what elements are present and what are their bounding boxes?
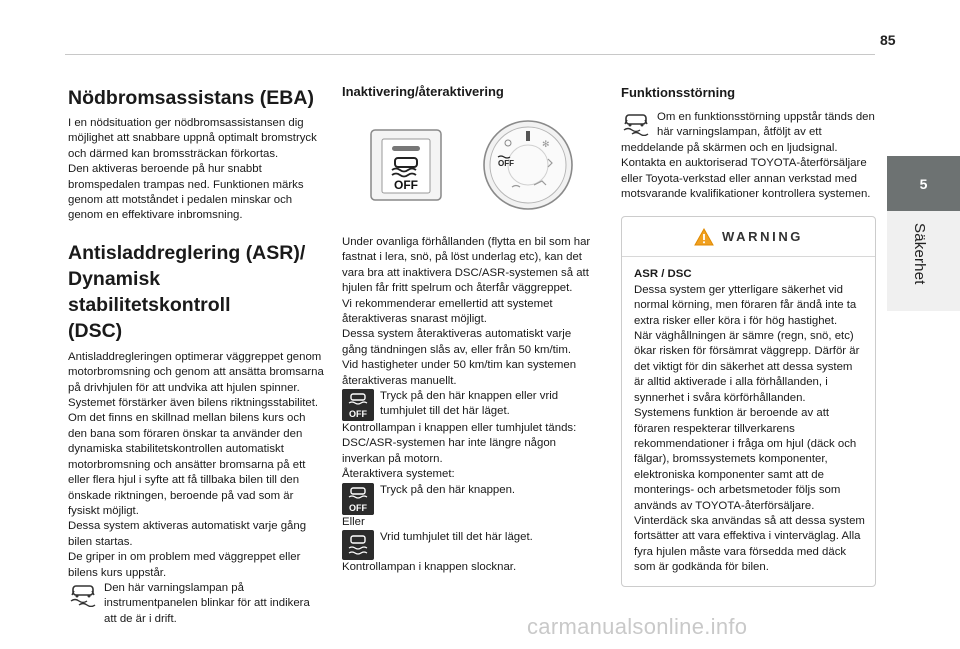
deactivation-heading: Inaktivering/återaktivering bbox=[342, 84, 504, 99]
skid-warning-lamp-icon bbox=[621, 112, 651, 136]
asr-heading bbox=[68, 240, 324, 344]
lamp-text: Den här varningslampan på instrumentpanelen blinkar för att indikera att de är i drift. bbox=[104, 581, 310, 625]
asr-heading-line-1: Antisladdreglering (ASR)/ bbox=[68, 241, 306, 264]
chapter-title: Säkerhet bbox=[911, 223, 928, 285]
thumbwheel-dial-icon[interactable] bbox=[482, 119, 574, 211]
press-paragraph bbox=[342, 483, 592, 515]
eba-heading: Nödbromsassistans (EBA) bbox=[68, 87, 314, 109]
svg-text:OFF: OFF bbox=[394, 178, 418, 192]
page-number: 85 bbox=[880, 32, 896, 48]
chapter-tab[interactable]: 5 bbox=[887, 156, 960, 211]
column-1 bbox=[68, 80, 324, 627]
asr-paragraph-1: Antisladdregleringen optimerar väggreppet genom motorbromsning och genom att ansätta bromsarna på drivhjulen för att undvika att hjulen spinner. Systemet förstärker även bilens riktningsstabilitet. bbox=[68, 350, 324, 410]
malfunction-heading: Funktionsstörning bbox=[621, 85, 736, 100]
eba-paragraph-2: Den aktiveras beroende på hur snabbt bromspedalen trampas ned. Funktionen märks genom att motståndet i pedalen minskar och genom en effektivare inbromsning. bbox=[68, 163, 304, 222]
warning-paragraph-2: När väghållningen är sämre (regn, snö, etc) ökar risken för försämrat väggrepp. Därför är det viktigt för din säkerhet att dessa system är alltid aktiverade i alla förhållanden, i synnerhet i svåra körförhållanden. bbox=[634, 330, 860, 404]
warning-paragraph-1: Dessa system ger ytterligare säkerhet vid normal körning, men föraren får ändå inte ta extra risker eller köra i för hög hastighet. bbox=[634, 283, 857, 327]
off-button-label: OFF bbox=[349, 502, 367, 513]
warning-box bbox=[621, 216, 876, 586]
warning-heading: WARNING bbox=[721, 229, 804, 245]
asr-paragraph-4: De griper in om problem med väggreppet eller bilens kurs uppstår. bbox=[68, 551, 301, 579]
press-text: Tryck på den här knappen. bbox=[380, 483, 516, 496]
asr-paragraph-2: Om det finns en skillnad mellan bilens kurs och den bana som föraren önskar ta använder den dynamiska stabilitetskontrollen automatiskt motorbromsning och ansätter bromsarna på ett eller flera hjul i syfte att få tillbaka bilen till den önskade riktningen, beroende på vad som är fysiskt möjligt. bbox=[68, 412, 306, 517]
skid-on-icon bbox=[342, 530, 374, 560]
skid-warning-lamp-icon bbox=[68, 583, 98, 607]
off-button-icon bbox=[342, 483, 374, 515]
warning-paragraph-4: Vinterdäck ska användas så att dessa system fortsätter att vara effektiva i vinterväglag. Alla fyra hjulen måste vara försedda med däck som är godkända för bilen. bbox=[634, 514, 865, 574]
deactivation-paragraph-1: Under ovanliga förhållanden (flytta en bil som har fastnat i lera, snö, på löst underlag etc), kan det vara bra att inaktivera DSC/ASR-systemen så att hjulen får fritt spelrum och återfår väggreppet. bbox=[342, 236, 591, 295]
warning-triangle-icon bbox=[694, 228, 714, 246]
eba-paragraph-1: I en nödsituation ger nödbromsassistansen dig möjlighet att snabbare uppnå optimalt bromstryck och därmed kan bromssträckan förkortas. bbox=[68, 117, 317, 160]
deactivation-paragraph-3: Dessa system återaktiveras automatiskt varje gång tändningen slås av, eller från 50 km/tim. bbox=[342, 328, 572, 356]
asr-paragraph-3: Dessa system aktiveras automatiskt varje gång bilen startas. bbox=[68, 520, 307, 548]
deactivation-paragraph-5: Kontrollampan i knappen eller tumhjulet tänds: DSC/ASR-systemen har inte längre någon inverkan på motorn. bbox=[342, 422, 577, 465]
malfunction-text: Om en funktionsstörning uppstår tänds den här varningslampan, åtföljt av ett meddelande på skärmen och en ljudsignal. Kontakta en auktoriserad TOYOTA-återförsäljare eller Toyota-verkstad eller annan verkstad med motsvarande kvalifikationer kontrollera systemen. bbox=[621, 111, 875, 201]
dsc-off-button-icon[interactable] bbox=[370, 129, 442, 201]
svg-text:✻: ✻ bbox=[542, 140, 550, 150]
svg-text:OFF: OFF bbox=[498, 159, 514, 168]
malfunction-paragraph bbox=[621, 110, 876, 202]
deactivation-paragraph-6: Kontrollampan i knappen slocknar. bbox=[342, 561, 517, 574]
turn-paragraph bbox=[342, 530, 592, 560]
press-or-turn-paragraph bbox=[342, 389, 592, 421]
top-rule bbox=[65, 54, 875, 55]
off-button-icon bbox=[342, 389, 374, 421]
lamp-paragraph bbox=[68, 581, 324, 627]
deactivation-paragraph-4: Vid hastigheter under 50 km/tim kan systemen återaktiveras manuellt. bbox=[342, 359, 577, 387]
reactivate-label: Återaktivera systemet: bbox=[342, 468, 455, 481]
deactivation-paragraph-2: Vi rekommenderar emellertid att systemet återaktiveras snarast möjligt. bbox=[342, 297, 553, 326]
press-or-turn-text: Tryck på den här knappen eller vrid tumhjulet till det här läget. bbox=[380, 390, 559, 418]
warning-header bbox=[622, 217, 875, 257]
controls-illustration bbox=[370, 119, 592, 211]
warning-subtitle: ASR / DSC bbox=[634, 268, 692, 281]
or-text: Eller bbox=[342, 515, 365, 528]
watermark: carmanualsonline.info bbox=[527, 614, 748, 639]
column-2 bbox=[342, 83, 592, 576]
turn-text: Vrid tumhjulet till det här läget. bbox=[380, 531, 533, 544]
off-button-label: OFF bbox=[349, 409, 367, 420]
column-3 bbox=[621, 84, 876, 587]
asr-heading-line-2: Dynamisk stabilitetskontroll bbox=[68, 267, 231, 316]
chapter-title-tab bbox=[887, 211, 960, 311]
asr-heading-line-3: (DSC) bbox=[68, 319, 123, 342]
warning-paragraph-3: Systemens funktion är beroende av att föraren respekterar tillverkarens rekommendationer i fråga om hjul (däck och fälgar), bromssystemets komponenter, elektroniska komponenter samt att de monterings- och arbetsmetoder följs som används av TOYOTA-återförsäljare. bbox=[634, 407, 857, 512]
